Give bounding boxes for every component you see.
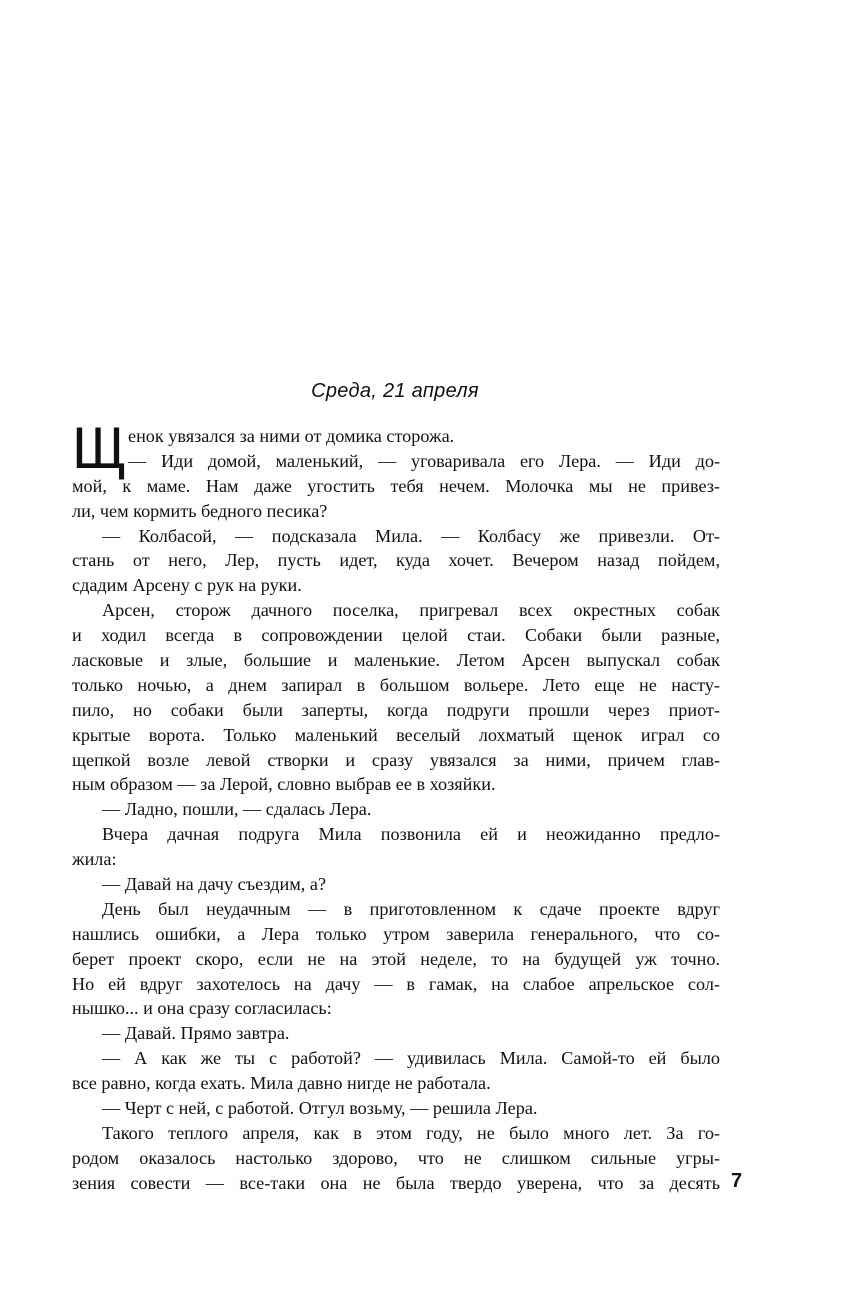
text-line: — Давай. Прямо завтра.	[102, 1023, 290, 1044]
text-line: стань от него, Лер, пусть идет, куда хочет. Вечером назад пойдем,	[72, 550, 720, 571]
text-line: сдадим Арсену с рук на руки.	[72, 575, 302, 596]
text-line: все равно, когда ехать. Мила давно нигде не работала.	[72, 1073, 491, 1094]
text-line: — Давай на дачу съездим, а?	[102, 874, 327, 895]
drop-cap: Щ	[72, 416, 126, 481]
text-line: Такого теплого апреля, как в этом году, не было много лет. За го-	[102, 1122, 720, 1143]
text-line: — А как же ты с работой? — удивилась Мила. Самой-то ей было	[102, 1048, 720, 1069]
text-line: Вчера дачная подруга Мила позвонила ей и неожиданно предло-	[102, 824, 720, 845]
text-line: и ходил всегда в сопровождении целой стаи. Собаки были разные,	[72, 625, 720, 646]
text-line: ласковые и злые, большие и маленькие. Летом Арсен выпускал собак	[72, 650, 720, 671]
text-line: мой, к маме. Нам даже угостить тебя нечем. Молочка мы не привез-	[72, 475, 720, 496]
text-line: нышко... и она сразу согласилась:	[72, 998, 332, 1019]
text-line: берет проект скоро, если не на этой неделе, то на будущей уж точно.	[72, 948, 720, 969]
text-line: нашлись ошибки, а Лера только утром заверила генерального, что со-	[72, 923, 720, 944]
text-line: Арсен, сторож дачного поселка, пригревал всех окрестных собак	[102, 600, 720, 621]
text-line: жила:	[72, 849, 117, 870]
text-line: — Иди домой, маленький, — уговаривала его Лера. — Иди до-	[128, 450, 720, 471]
text-line: — Черт с ней, с работой. Отгул возьму, — решила Лера.	[102, 1098, 538, 1119]
page-number: 7	[731, 1170, 743, 1192]
text-line: только ночью, а днем запирал в большом вольере. Лето еще не насту-	[72, 674, 720, 695]
text-line: енок увязался за ними от домика сторожа.	[128, 426, 455, 446]
text-line: зения совести — все-таки она не была твердо уверена, что за десять	[72, 1172, 720, 1193]
text-line: Но ей вдруг захотелось на дачу — в гамак, на слабое апрельское сол-	[72, 973, 720, 994]
text-line: щепкой возле левой створки и сразу увязался за ними, причем глав-	[72, 749, 720, 770]
chapter-heading: Среда, 21 апреля	[311, 380, 479, 402]
text-line: пило, но собаки были заперты, когда подруги прошли через приот-	[72, 699, 720, 720]
text-line: ным образом — за Лерой, словно выбрав ее в хозяйки.	[72, 774, 496, 795]
text-line: — Ладно, пошли, — сдалась Лера.	[102, 799, 372, 820]
text-line: День был неудачным — в приготовленном к сдаче проекте вдруг	[102, 898, 720, 919]
text-line: — Колбасой, — подсказала Мила. — Колбасу же привезли. От-	[102, 525, 720, 546]
text-line: родом оказалось настолько здорово, что не слишком сильные угры-	[72, 1147, 720, 1168]
body-text	[72, 416, 720, 1196]
text-line: ли, чем кормить бедного песика?	[72, 500, 328, 521]
text-line: крытые ворота. Только маленький веселый лохматый щенок играл со	[72, 724, 720, 745]
